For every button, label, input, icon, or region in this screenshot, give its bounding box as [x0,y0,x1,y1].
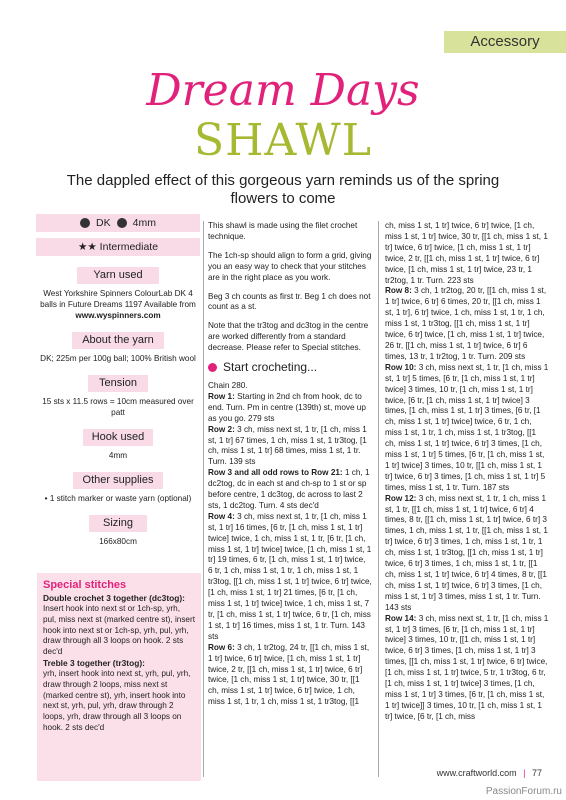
tension-heading: Tension [88,375,148,392]
title-line1: Dream Days [146,65,420,116]
footer-site[interactable]: www.craftworld.com [436,768,517,778]
watermark: PassionForum.ru [485,786,562,797]
sizing-section [36,515,200,547]
row-text: 3 ch, 1 tr2tog, 20 tr, [[1 ch, miss 1 st, 1 tr] twice, 6 tr] 6 times, 20 tr, [[1 ch, miss 1 st, 1 tr], 6 tr] twice, 1 ch, miss 1 st, 1 tr, 1 ch, miss 1 st, 1 tr3tog, [[1 ch, miss 1 st, 1 tr] twice, 6 tr] twice, [1 ch, miss 1 st, 1 tr] twice, 26 tr, [[1 ch, miss 1 st, 1 tr] twice, 6 tr] 6 times, 13 tr, 1 tr2tog, 1 tr. Turn. 209 sts [385,286,547,361]
sizing-text: 166x80cm [99,537,137,546]
skill-level: ★★ Intermediate [36,238,200,256]
row-instruction [385,494,549,614]
dc3tog-text: Insert hook into next st or 1ch-sp, yrh, pul, miss next st (marked centre st), insert hook into next st or 1ch-sp, yrh, pul, yrh, draw through all 3 loops on hook. 2 sts dec'd [43,604,195,657]
spec-hook: 4mm [132,217,156,229]
row-instruction [385,286,549,362]
sizing-heading: Sizing [89,515,147,532]
tr3tog-text: yrh, insert hook into next st, yrh, pul, yrh, draw through 2 loops, miss next st (marked centre st), yrh, insert hook into next st, yrh, pul, yrh, draw through 2 loops, yrh, draw through all 3 loops on hook. 2 sts dec'd [43,668,191,732]
info-column [36,214,200,547]
page-number: 77 [531,768,542,778]
hook-icon [117,218,127,228]
row-instruction [208,425,372,469]
chain-instruction: Chain 280. [208,380,248,390]
row-label: Row 4: [208,511,235,521]
dc3tog-name: Double crochet 3 together (dc3tog): [43,593,185,603]
tension-section [36,375,200,418]
start-heading [208,362,372,373]
hook-used-section [36,429,200,461]
row-instruction [385,363,549,494]
row-label: Row 2: [208,424,235,434]
hook-used-text: 4mm [108,451,128,460]
pattern-column-3 [385,221,549,723]
row-text: 3 ch, miss next st, 1 tr, [1 ch, miss 1 st, 1 tr] 67 times, 1 ch, miss 1 st, 1 tr3tog, [1 ch, miss 1 st, 1 tr] 68 times, miss 1 st, 1 tr. Turn. 139 sts [208,424,367,467]
footer-sep: | [523,768,526,778]
yarn-ball-icon [80,218,90,228]
row-label: Row 10: [385,362,417,372]
yarn-used-heading: Yarn used [77,267,159,284]
intro-para: This shawl is made using the filet crochet technique. [208,221,358,241]
special-stitches-heading: Special stitches [43,579,127,591]
row-text: 3 ch, miss next st, 1 tr, 1 ch, miss 1 st, 1 tr, [[1 ch, miss 1 st, 1 tr] twice, 6 tr] 4 times, 8 tr, [[1 ch, miss 1 st, 1 tr] twice, 6 tr] 3 times, 1 ch, miss 1 st, 1 tr, [[1 ch, miss 1 st, 1 tr] twice, 6 tr] 3 times, 1 ch, miss 1 st, 1 tr, 1 ch, miss 1 st, 1 tr3tog, [[1 ch, miss 1 st, 1 tr] twice, 6 tr] 3 times, 1 ch, miss 1 st, 1 tr, [[1 ch, miss 1 st, 1 tr] twice, 6 tr] 4 times, 8 tr, [[1 ch, miss 1 st, 1 tr] twice, 6 tr] 3 times, [1 ch, miss 1 st, 1 tr] 3 times, miss 1 st, 1 tr. Turn. 143 sts [385,493,548,612]
other-supplies-text: • 1 stitch marker or waste yarn (optional) [44,494,192,503]
row-instruction [208,643,372,708]
column-divider [203,221,204,777]
row-label: Row 6: [208,642,235,652]
spec-row [36,214,200,232]
page-footer [437,768,542,778]
start-heading-text: Start crocheting... [223,360,318,375]
row-label: Row 14: [385,613,417,623]
row-text: 3 ch, miss next st, 1 tr, [1 ch, miss 1 st, 1 tr] 3 times, [6 tr, [1 ch, miss 1 st, 1 tr] twice] 3 times, 10 tr, [[1 ch, miss 1 st, 1 tr] twice, 6 tr] 3 times, [1 ch, miss 1 st, 1 tr] 3 times, [[1 ch, miss 1 st, 1 tr] twice, 6 tr] twice, [1 ch, miss 1 st, 1 tr] twice, 5 tr, 1 tr3tog, 6 tr, [1 ch, miss 1 st, 1 tr] twice] 3 times, [1 ch, miss 1 st, 1 tr] 3 times, [6 tr, [1 ch, miss 1 st, 1 tr] twice]] 3 times, 10 tr, [1 ch, miss 1 st, 1 tr] twice, [6 tr, [1 ch, miss [385,613,549,721]
row-text: Starting in 2nd ch from hook, dc to end. Turn. Pm in centre (139th) st, move up as you go. 279 sts [208,391,366,423]
spec-weight: DK [96,217,111,229]
other-supplies-heading: Other supplies [73,472,163,489]
column-divider [378,221,379,777]
row-instruction [208,512,372,643]
intro-para: The 1ch-sp should align to form a grid, giving you an easy way to check that your stitches are in the right place as you work. [208,250,372,282]
row-text: 3 ch, miss next st, 1 tr, [1 ch, miss 1 st, 1 tr] 5 times, [6 tr, [1 ch, miss 1 st, 1 tr] twice] 3 times, 10 tr, [1 ch, miss 1 st, 1 tr] twice, [6 tr, [1 ch, miss 1 st, 1 tr] twice] 3 times, [1 ch, miss 1 st, 1 tr] 3 times, [6 tr, [1 ch, miss 1 st, 1 tr] twice] twice, 6 tr, 1 ch, miss 1 st, 1 tr, 1 ch, miss 1 st, 1 tr3tog, [[1 ch, miss 1 st, 1 tr] twice, 6 tr] 3 times, [1 ch, miss 1 st, 1 tr] 5 times, [6 tr, [1 ch, miss 1 st, 1 tr] twice] 3 times, 10 tr, [[1 ch, miss 1 st, 1 tr] twice, 6 tr] 3 times, [1 ch, miss 1 st, 1 tr] 5 times, miss 1 st, 1 tr. Turn. 187 sts [385,362,549,492]
title-line2: SHAWL [194,115,372,166]
row-label: Row 1: [208,391,235,401]
row-label: Row 12: [385,493,417,503]
row-text: 1 ch, 1 dc2tog, dc in each st and ch-sp to 1 st or sp before centre, 1 dc3tog, dc across to last 2 sts, 1 dc2tog. Turn. 4 sts dec'd [208,468,370,510]
bullet-dot-icon [208,363,217,372]
special-stitches-box [37,573,201,781]
pattern-column-2 [208,221,372,708]
row-text: 3 ch, 1 tr2tog, 24 tr, [[1 ch, miss 1 st, 1 tr] twice, 6 tr] twice, [1 ch, miss 1 st, 1 tr] twice, 2 tr, [[1 ch, miss 1 st, 1 tr] twice, 6 tr] twice, [1 ch, miss 1 st, 1 tr] twice, 30 tr, [[1 ch, miss 1 st, 1 tr] twice, 6 tr] twice, 1 ch, miss 1 st, 1 tr, 1 ch, miss 1 st, 1 tr3tog, [[1 [208,642,370,707]
row-instruction [208,392,372,425]
row-instruction [208,468,372,512]
yarn-used-section [36,267,200,321]
row-continuation: ch, miss 1 st, 1 tr] twice, 6 tr] twice, [1 ch, miss 1 st, 1 tr] twice, 30 tr, [[1 ch, miss 1 st, 1 tr] twice, 6 tr] twice, [1 ch, miss 1 st, 1 tr] twice, 2 tr, [[1 ch, miss 1 st, 1 tr] twice, 6 tr] twice, [1 ch, miss 1 st, 1 tr] twice, 23 tr, 1 tr2tog, 1 tr. Turn. 223 sts [385,221,548,285]
about-yarn-text: DK; 225m per 100g ball; 100% British wool [40,354,196,363]
row-label: Row 3 and all odd rows to Row 21: [208,468,343,478]
section-tag: Accessory [444,31,566,53]
about-yarn-section [36,332,200,364]
subtitle: The dappled effect of this gorgeous yarn reminds us of the spring flowers to come [66,172,500,207]
about-yarn-heading: About the yarn [72,332,164,349]
row-text: 3 ch, miss next st, 1 tr, [1 ch, miss 1 st, 1 tr] 16 times, [6 tr, [1 ch, miss 1 st, 1 tr] twice] twice, 1 ch, miss 1 st, 1 tr, [6 tr, [1 ch, miss 1 st, 1 tr] twice] twice, [1 ch, miss 1 st, 1 tr] 19 times, 6 tr, [1 ch, miss 1 st, 1 tr] twice, 6 tr, 1 ch, miss 1 st, 1 tr, 1 ch, miss 1 st, 1 tr3tog, [[1 ch, miss 1 st, 1 tr] twice, 6 tr] twice, [1 ch, miss 1 st, 1 tr] 21 times, [6 tr, [1 ch, miss 1 st, 1 tr] twice] twice, 1 ch, miss 1 st, 7 tr, [1 ch, miss 1 st, 1 tr] twice, 6 tr, [1 ch, miss 1 st, 1 tr] 16 times, miss 1 st, 1 tr. Turn. 143 sts [208,511,372,641]
intro-para: Note that the tr3tog and dc3tog in the centre are worked differently from a standard decrease. Please refer to Special stitches. [208,321,369,353]
yarn-link[interactable]: www.wyspinners.com [75,311,161,320]
intro-para: Beg 3 ch counts as first tr. Beg 1 ch does not count as a st. [208,291,371,312]
hook-used-heading: Hook used [83,429,153,446]
yarn-used-text: West Yorkshire Spinners ColourLab DK 4 balls in Future Dreams 1197 Available from [40,289,196,309]
tr3tog-name: Treble 3 together (tr3tog): [43,657,145,668]
tension-text: 15 sts x 11.5 rows = 10cm measured over patt [42,397,194,417]
row-label: Row 8: [385,286,412,296]
row-instruction [385,614,549,723]
other-supplies-section [36,472,200,504]
